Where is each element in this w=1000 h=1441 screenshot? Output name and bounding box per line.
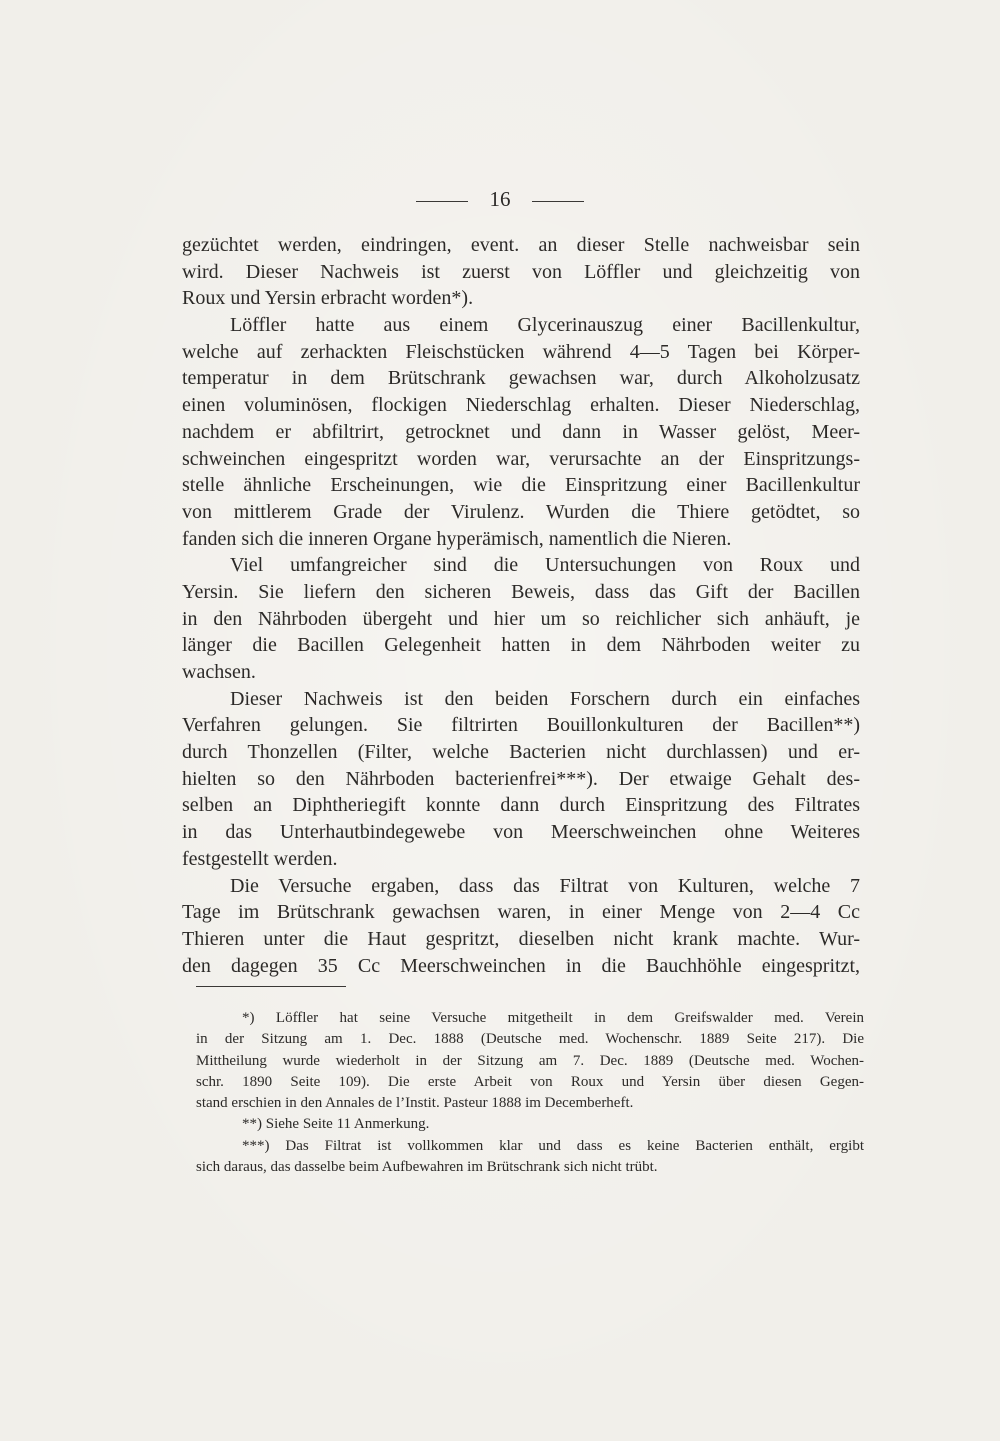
footnote-line: stand erschien in den Annales de l’Instit. Pasteur 1888 im Decemberheft. (196, 1095, 634, 1112)
paragraph (182, 873, 860, 980)
text-line: Die Versuche ergaben, dass das Filtrat von Kulturen, welche 7 (230, 874, 860, 897)
text-line: nachdem er abfiltrirt, getrocknet und dann in Wasser gelöst, Meer- (182, 420, 860, 443)
text-line: schweinchen eingespritzt worden war, verursachte an der Einspritzungs- (182, 447, 860, 470)
footnote-line: ***) Das Filtrat ist vollkommen klar und dass es keine Bacterien enthält, ergibt (242, 1137, 864, 1154)
paragraph (182, 686, 860, 873)
text-line: Tage im Brütschrank gewachsen waren, in einer Menge von 2—4 Cc (182, 901, 860, 924)
text-line: hielten so den Nährboden bacterienfrei***). Der etwaige Gehalt des- (182, 767, 860, 790)
footnote-line: in der Sitzung am 1. Dec. 1888 (Deutsche med. Wochenschr. 1889 Seite 217). Die (196, 1031, 864, 1048)
footnote-separator (196, 986, 346, 987)
body-text (182, 232, 860, 979)
text-line: von mittlerem Grade der Virulenz. Wurden die Thiere getödtet, so (182, 500, 860, 523)
text-line: einen voluminösen, flockigen Niederschlag erhalten. Dieser Niederschlag, (182, 394, 860, 417)
text-line: welche auf zerhackten Fleischstücken während 4—5 Tagen bei Körper- (182, 340, 860, 363)
footnote (196, 1008, 864, 1114)
text-line: durch Thonzellen (Filter, welche Bacterien nicht durchlassen) und er- (182, 741, 860, 764)
footnote-line: Mittheilung wurde wiederholt in der Sitzung am 7. Dec. 1889 (Deutsche med. Wochen- (196, 1052, 864, 1069)
text-line: Löffler hatte aus einem Glycerinauszug einer Bacillenkultur, (230, 314, 860, 337)
footnote-line: sich daraus, das dasselbe beim Aufbewahren im Brütschrank sich nicht trübt. (196, 1159, 658, 1176)
paragraph (182, 232, 860, 312)
page-header (0, 184, 1000, 214)
footnote-line: **) Siehe Seite 11 Anmerkung. (242, 1116, 430, 1133)
text-line: fanden sich die inneren Organe hyperämisch, namentlich die Nieren. (182, 527, 732, 550)
text-line: selben an Diphtheriegift konnte dann durch Einspritzung des Filtrates (182, 794, 860, 817)
text-line: Dieser Nachweis ist den beiden Forschern durch ein einfaches (230, 687, 860, 710)
footnote (196, 1114, 864, 1135)
header-rule-left (416, 201, 468, 202)
footnote-line: schr. 1890 Seite 109). Die erste Arbeit von Roux und Yersin über diesen Gegen- (196, 1073, 864, 1090)
text-line: Viel umfangreicher sind die Untersuchungen von Roux und (230, 554, 860, 577)
footnote-line: *) Löffler hat seine Versuche mitgetheilt in dem Greifswalder med. Verein (242, 1010, 864, 1026)
text-line: festgestellt werden. (182, 847, 338, 870)
text-line: gezüchtet werden, eindringen, event. an dieser Stelle nachweisbar sein (182, 234, 860, 256)
text-line: temperatur in dem Brütschrank gewachsen war, durch Alkoholzusatz (182, 367, 860, 390)
text-line: Yersin. Sie liefern den sicheren Beweis, dass das Gift der Bacillen (182, 580, 860, 603)
text-line: Thieren unter die Haut gespritzt, dieselben nicht krank machte. Wur- (182, 927, 860, 950)
text-line: wird. Dieser Nachweis ist zuerst von Löffler und gleichzeitig von (182, 260, 860, 283)
text-line: in das Unterhautbindegewebe von Meerschweinchen ohne Weiteres (182, 821, 860, 844)
text-line: Verfahren gelungen. Sie filtrirten Bouillonkulturen der Bacillen**) (182, 714, 860, 737)
header-rule-right (532, 201, 584, 202)
page-number: 16 (489, 187, 511, 211)
text-line: wachsen. (182, 661, 256, 683)
paragraph (182, 312, 860, 552)
text-line: den dagegen 35 Cc Meerschweinchen in die Bauchhöhle eingespritzt, (182, 954, 860, 977)
paragraph (182, 552, 860, 685)
text-line: länger die Bacillen Gelegenheit hatten in dem Nährboden weiter zu (182, 634, 860, 657)
footnote (196, 1136, 864, 1179)
footnotes (196, 1008, 864, 1178)
text-line: stelle ähnliche Erscheinungen, wie die Einspritzung einer Bacillenkultur (182, 474, 860, 497)
text-line: Roux und Yersin erbracht worden*). (182, 287, 474, 310)
text-line: in den Nährboden übergeht und hier um so reichlicher sich anhäuft, je (182, 607, 860, 630)
